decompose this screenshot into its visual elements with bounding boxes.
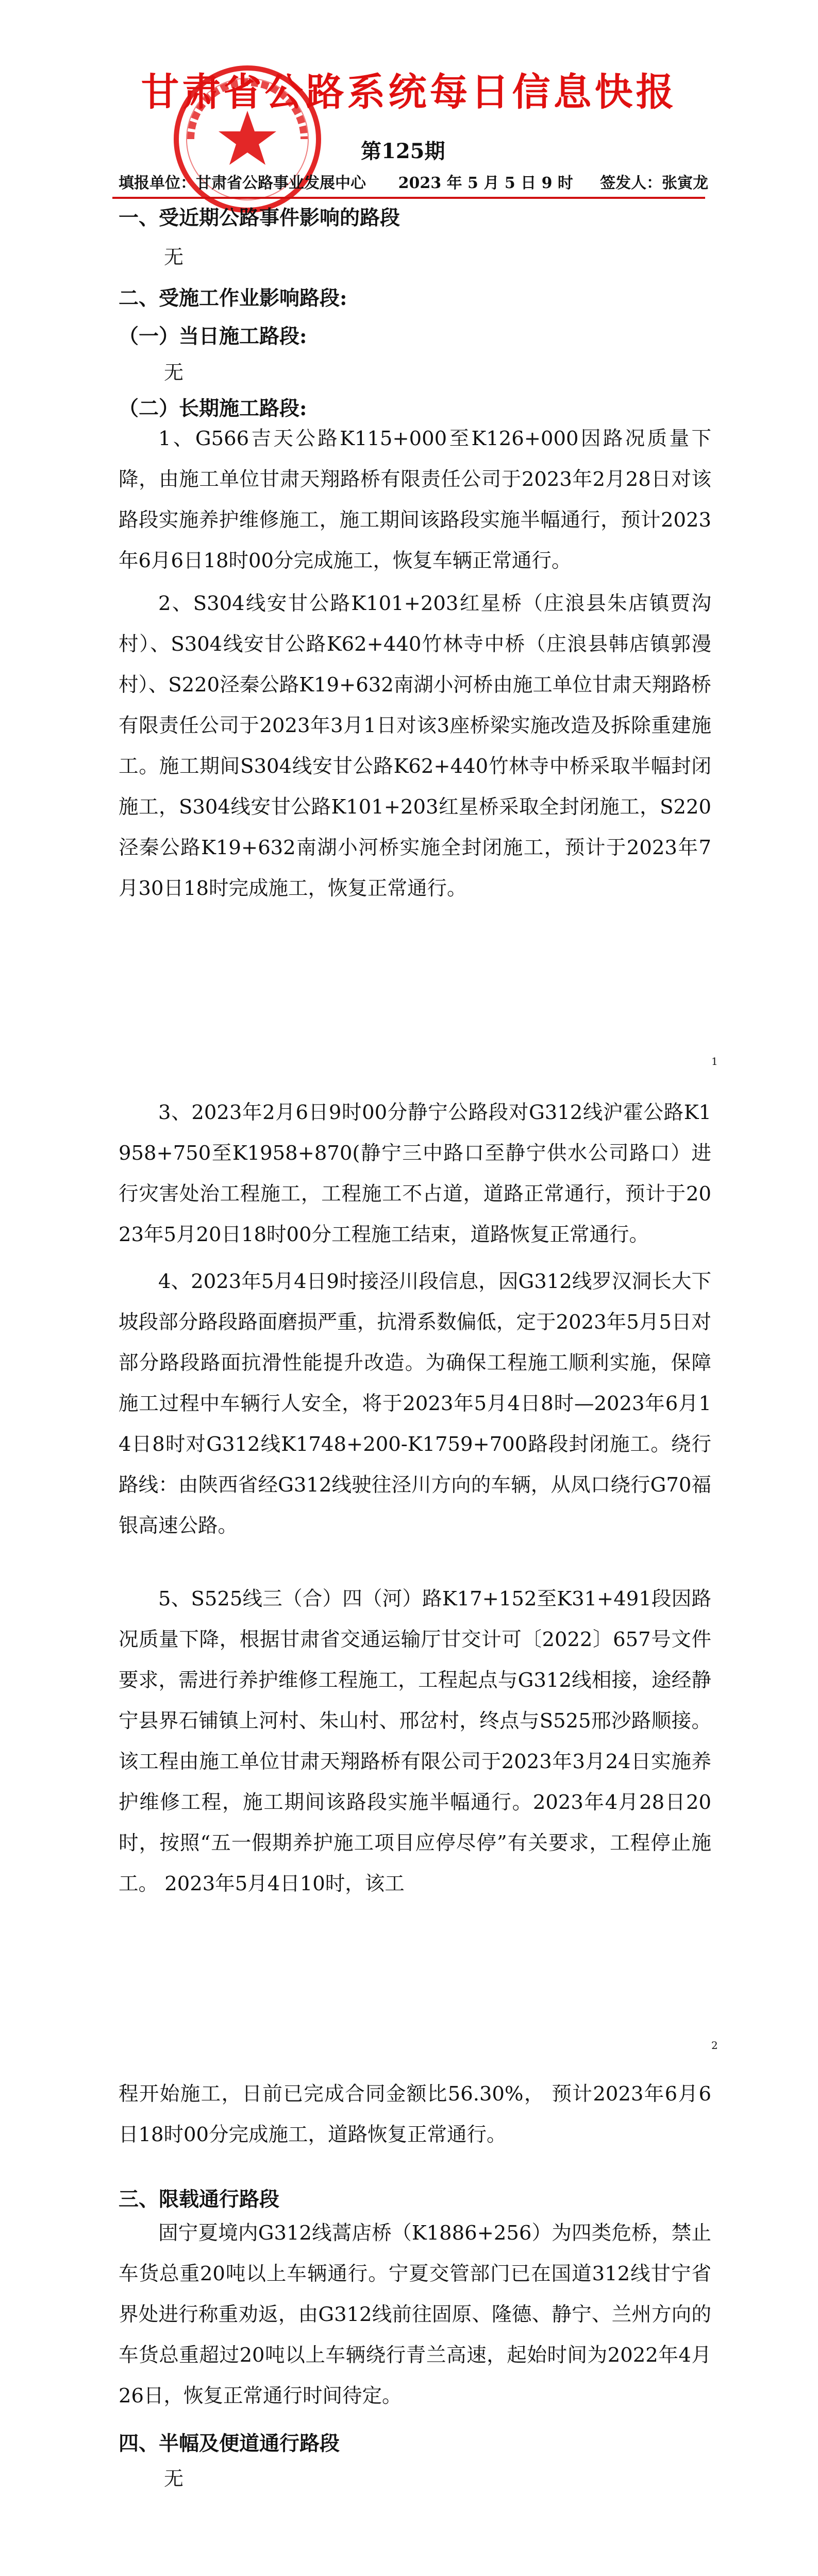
paragraph-2: 2、S304线安甘公路K101+203红星桥（庄浪县朱店镇贾沟村）、S304线安甘公路K62+440竹林寺中桥（庄浪县韩店镇郭漫村）、S220泾秦公路K19+632南湖小河桥由施工单位甘肃天翔路桥有限责任公司于2023年3月1日对该3座桥梁实施改造及拆除重建施工。施工期间S304线安甘公路K62+440竹林寺中桥采取半幅封闭施工，S304线安甘公路K101+203红星桥采取全封闭施工，S220泾秦公路K19+632南湖小河桥实施全封闭施工，预计于2023年7月30日18时完成施工，恢复正常通行。: [119, 592, 711, 900]
issue-number: 第125期: [361, 139, 445, 163]
paragraph-3: 3、2023年2月6日9时00分静宁公路段对G312线沪霍公路K1958+750至K1958+870(静宁三中路口至静宁供水公司路口）进行灾害处治工程施工，工程施工不占道，道路正常通行，预计于2023年5月20日18时00分工程施工结束，道路恢复正常通行。: [119, 1101, 711, 1246]
section-1-title: 一、受近期公路事件影响的路段: [119, 206, 400, 230]
section-2-sub1-body: 无: [164, 361, 184, 384]
section-2-title: 二、受施工作业影响路段:: [119, 286, 347, 310]
section-4-body: 无: [164, 2467, 184, 2490]
paragraph-4: 4、2023年5月4日9时接泾川段信息，因G312线罗汉洞长大下坡段部分路段路面磨损严重，抗滑系数偏低，定于2023年5月5日对部分路段路面抗滑性能提升改造。为确保工程施工顺利实施，保障施工过程中车辆行人安全，将于2023年5月4日8时—2023年6月14日8时对G312线K1748+200-K1759+700路段封闭施工。绕行路线：由陕西省经G312线驶往泾川方向的车辆，从凤口绕行G70福银高速公路。: [119, 1270, 711, 1537]
section-2-sub2-title: （二）长期施工路段:: [119, 397, 307, 420]
paragraph-6: 固宁夏境内G312线蒿店桥（K1886+256）为四类危桥，禁止车货总重20吨以上车辆通行。宁夏交管部门已在国道312线甘宁省界处进行称重劝返，由G312线前往固原、隆德、静宁、兰州方向的车货总重超过20吨以上车辆绕行青兰高速，起始时间为2022年4月26日，恢复正常通行时间待定。: [119, 2222, 711, 2408]
section-2-sub1-title: （一）当日施工路段:: [119, 325, 307, 348]
report-meta: 填报单位：甘肃省公路事业发展中心 2023 年 5 月 5 日 9 时 签发人：张寅龙: [119, 174, 709, 192]
page-number-2: 2: [711, 2039, 718, 2052]
page-title: 甘肃省公路系统每日信息快报: [141, 70, 677, 114]
paragraph-5: 5、S525线三（合）四（河）路K17+152至K31+491段因路况质量下降，根据甘肃省交通运输厅甘交计可〔2022〕657号文件要求，需进行养护维修工程施工，工程起点与G312线相接，途经静宁县界石铺镇上河村、朱山村、邢岔村，终点与S525邢沙路顺接。该工程由施工单位甘肃天翔路桥有限公司于2023年3月24日实施养护维修工程，施工期间该路段实施半幅通行。2023年4月28日20时，按照“五一假期养护施工项目应停尽停”有关要求，工程停止施工。 2023年5月4日10时，该工: [119, 1587, 711, 1895]
paragraph-1: 1、G566吉天公路K115+000至K126+000因路况质量下降，由施工单位甘肃天翔路桥有限责任公司于2023年2月28日对该路段实施养护维修施工，施工期间该路段实施半幅通行，预计2023年6月6日18时00分完成施工，恢复车辆正常通行。: [119, 427, 711, 572]
section-4-title: 四、半幅及便道通行路段: [119, 2432, 340, 2455]
section-1-body: 无: [164, 246, 184, 268]
page-number-1: 1: [711, 1055, 718, 1067]
seal-star-icon: [219, 111, 276, 165]
paragraph-5-continued: 程开始施工，日前已完成合同金额比56.30%， 预计2023年6月6日18时00分完成施工，道路恢复正常通行。: [119, 2082, 711, 2146]
header-divider: [112, 197, 705, 199]
section-3-title: 三、限载通行路段: [119, 2188, 280, 2211]
